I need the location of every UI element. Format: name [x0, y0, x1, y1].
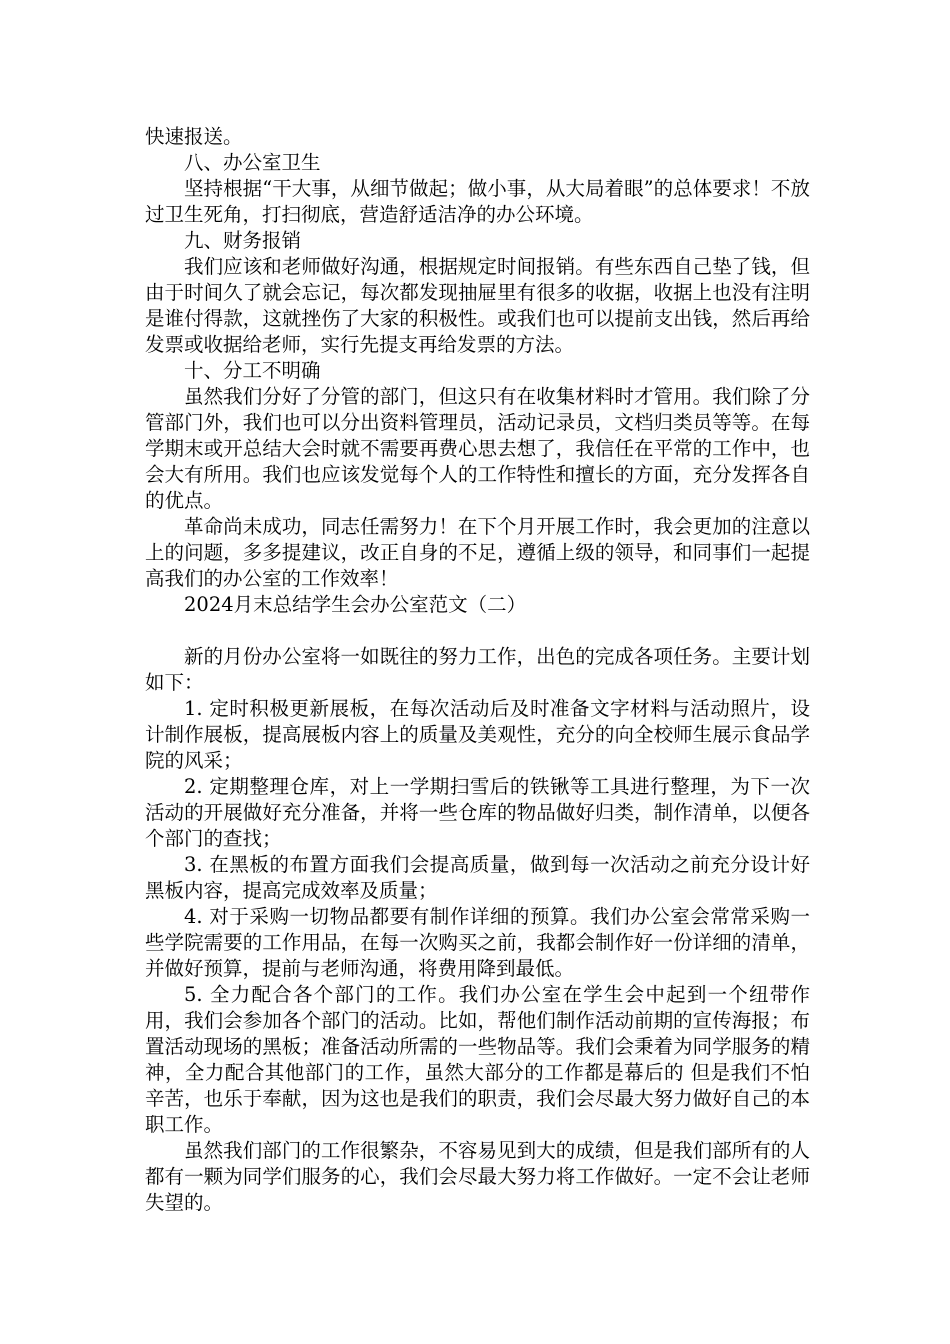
paragraph-unclear-division: 虽然我们分好了分管的部门，但这只有在收集材料时才管用。我们除了分管部门外，我们也可以分出资料管理员，活动记录员，文档归类员等等。在每学期末或开总结大会时就不需要再费心思去想了，我信任在平常的工作中，也会大有所用。我们也应该发觉每个人的工作特性和擅长的方面，充分发挥各自的优点。: [145, 385, 810, 512]
plan-item-2: 2. 定期整理仓库，对上一学期扫雪后的铁锹等工具进行整理，为下一次活动的开展做好充分准备，并将一些仓库的物品做好归类，制作清单，以便各个部门的查找；: [145, 775, 810, 850]
paragraph-closing: 虽然我们部门的工作很繁杂，不容易见到大的成绩，但是我们部所有的人都有一颗为同学们服务的心，我们会尽最大努力将工作做好。一定不会让老师失望的。: [145, 1139, 810, 1214]
section-title-part-two: 2024月末总结学生会办公室范文（二）: [184, 593, 527, 616]
paragraph-1: 快速报送。: [145, 125, 243, 148]
heading-office-hygiene: 八、办公室卫生: [184, 151, 321, 174]
paragraph-plan-intro: 新的月份办公室将一如既往的努力工作，出色的完成各项任务。主要计划如下：: [145, 645, 810, 694]
document-page: [145, 124, 810, 1216]
plan-item-5: 5. 全力配合各个部门的工作。我们办公室在学生会中起到一个纽带作用，我们会参加各个部门的活动。比如，帮他们制作活动前期的宣传海报；布置活动现场的黑板；准备活动所需的一些物品等。我们会秉着为同学服务的精神，全力配合其他部门的工作，虽然大部分的工作都是幕后的 但是我们不怕辛苦，也乐于奉献，因为这也是我们的职责，我们会尽最大努力做好自己的本职工作。: [145, 983, 810, 1136]
paragraph-conclusion: 革命尚未成功，同志任需努力！在下个月开展工作时，我会更加的注意以上的问题，多多提建议，改正自身的不足，遵循上级的领导，和同事们一起提高我们的办公室的工作效率！: [145, 515, 810, 590]
plan-item-1: 1. 定时积极更新展板，在每次活动后及时准备文字材料与活动照片，设计制作展板，提高展板内容上的质量及美观性，充分的向全校师生展示食品学院的风采；: [145, 697, 810, 772]
plan-item-4: 4. 对于采购一切物品都要有制作详细的预算。我们办公室会常常采购一些学院需要的工作用品，在每一次购买之前，我都会制作好一份详细的清单，并做好预算，提前与老师沟通，将费用降到最低。: [145, 905, 810, 980]
paragraph-office-hygiene: 坚持根据“干大事，从细节做起；做小事，从大局着眼”的总体要求！不放过卫生死角，打扫彻底，营造舒适洁净的办公环境。: [145, 177, 810, 226]
heading-finance-reimbursement: 九、财务报销: [184, 229, 302, 252]
plan-item-3: 3. 在黑板的布置方面我们会提高质量，做到每一次活动之前充分设计好黑板内容，提高完成效率及质量；: [145, 853, 810, 902]
heading-unclear-division: 十、分工不明确: [184, 359, 321, 382]
paragraph-finance-reimbursement: 我们应该和老师做好沟通，根据规定时间报销。有些东西自己垫了钱，但由于时间久了就会忘记，每次都发现抽屉里有很多的收据，收据上也没有注明是谁付得款，这就挫伤了大家的积极性。或我们也可以提前支出钱，然后再给发票或收据给老师，实行先提支再给发票的方法。: [145, 255, 810, 356]
blank-line: [145, 618, 810, 644]
